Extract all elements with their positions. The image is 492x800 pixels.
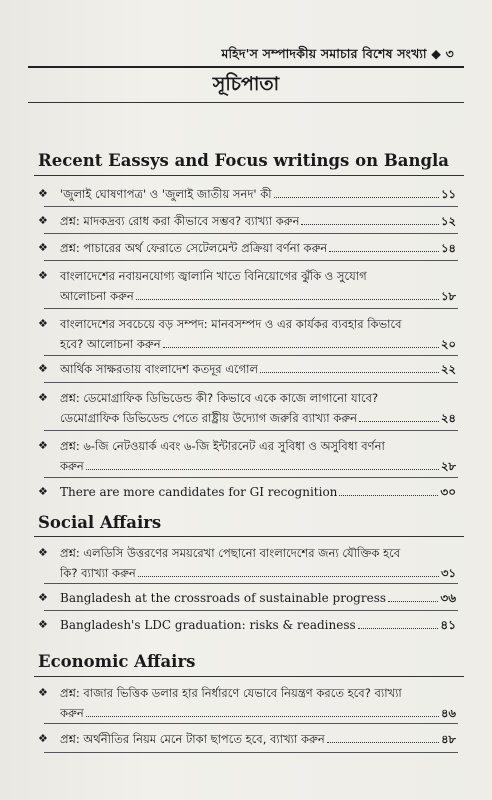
entry-page: ২০ [441, 337, 456, 351]
toc-entry[interactable] [38, 729, 456, 749]
section-heading-social-affairs: Social Affairs [38, 513, 162, 532]
entry-title-line1: প্রশ্ন: এলডিসি উত্তরণের সময়রেখা পেছানো বাংলাদেশের জন্য যৌক্তিক হবে [60, 546, 401, 560]
toc-entry[interactable] [38, 388, 456, 428]
leader-dots [86, 715, 439, 717]
diamond-bullet-icon: ❖ [38, 732, 48, 745]
entry-divider [44, 477, 458, 478]
entry-title: 'জুলাই ঘোষণাপত্র' ও 'জুলাই জাতীয় সনদ' কী [60, 187, 272, 201]
entry-page: ২৪ [441, 411, 456, 425]
diamond-bullet-icon: ❖ [38, 269, 48, 282]
entry-divider [44, 233, 458, 234]
diamond-bullet-icon: ❖ [38, 439, 48, 452]
entry-divider [44, 260, 458, 261]
leader-dots [339, 494, 438, 496]
entry-divider [44, 583, 458, 584]
diamond-bullet-icon: ❖ [38, 362, 48, 375]
entry-title: করুন [60, 706, 84, 720]
leader-dots [86, 468, 439, 470]
entry-title-line1: বাংলাদেশের নবায়নযোগ্য জ্বালানি খাতে বিনিয়োগের ঝুঁকি ও সুযোগ [60, 269, 367, 283]
diamond-bullet-icon: ❖ [38, 391, 48, 404]
toc-entry[interactable] [38, 359, 456, 379]
toc-entry[interactable] [38, 314, 456, 354]
toc-title: সূচিপাতা [212, 73, 280, 95]
entry-page: ২৮ [441, 459, 456, 473]
toc-entry[interactable] [38, 211, 456, 231]
section-rule [34, 175, 464, 176]
entry-page: ১৮ [441, 289, 456, 303]
toc-entry[interactable] [38, 588, 456, 608]
diamond-bullet-icon: ❖ [38, 546, 48, 559]
running-head: মহিদ'স সম্পাদকীয় সমাচার বিশেষ সংখ্যা ◆ ৩ [221, 46, 454, 61]
leader-dots [260, 371, 439, 373]
leader-dots [388, 600, 438, 602]
entry-page: ৩৬ [440, 591, 456, 605]
entry-title-line1: প্রশ্ন: বাজার ভিত্তিক ডলার হার নির্ধারণে যেভাবে নিয়ন্ত্রণ করতে হবে? ব্যাখ্যা [60, 686, 402, 700]
entry-divider [44, 610, 458, 611]
entry-page: ১১ [441, 187, 456, 201]
section-heading-economic-affairs: Economic Affairs [38, 652, 196, 671]
entry-title: প্রশ্ন: পাচারের অর্থ ফেরাতে সেটেলমেন্ট প্রক্রিয়া বর্ণনা করুন [60, 241, 328, 255]
diamond-bullet-icon: ❖ [38, 214, 48, 227]
leader-dots [329, 250, 439, 252]
entry-page: ৪৮ [441, 732, 456, 746]
diamond-bullet-icon: ❖ [38, 317, 48, 330]
entry-divider [44, 430, 458, 431]
diamond-bullet-icon: ❖ [38, 241, 48, 254]
entry-page: ৪১ [440, 618, 456, 632]
entry-title: প্রশ্ন: মাদকদ্রব্য রোধ করা কীভাবে সম্ভব? ব্যাখ্যা করুন [60, 214, 300, 228]
entry-title: হবে? আলোচনা করুন [60, 337, 161, 351]
leader-dots [138, 575, 439, 577]
toc-entry[interactable] [38, 436, 456, 476]
toc-entry[interactable] [38, 184, 456, 204]
entry-title-line1: বাংলাদেশের সবচেয়ে বড় সম্পদ: মানবসম্পদ ও এর কার্যকর ব্যবহার কিভাবে [60, 317, 402, 331]
entry-divider [44, 206, 458, 207]
toc-entry[interactable] [38, 266, 456, 306]
entry-title-line1: প্রশ্ন: ৬-জি নেটওয়ার্ক এবং ৬-জি ইন্টারনেট এর সুবিধা ও অসুবিধা বর্ণনা [60, 439, 385, 453]
entry-title: Bangladesh at the crossroads of sustainable progress [60, 591, 387, 605]
entry-page: ৪৬ [441, 706, 456, 720]
entry-page: ২২ [441, 362, 456, 376]
diamond-bullet-icon: ❖ [38, 485, 48, 498]
toc-entry[interactable] [38, 238, 456, 258]
toc-entry[interactable] [38, 482, 456, 502]
entry-title: Bangladesh's LDC graduation: risks & readiness [60, 618, 356, 632]
leader-dots [136, 298, 439, 300]
entry-title: ডেমোগ্রাফিক ডিভিডেন্ড পেতে রাষ্ট্রীয় উদ্যোগ জরুরি ব্যাখ্যা করুন [60, 411, 357, 425]
title-rule [28, 102, 464, 103]
leader-dots [274, 196, 440, 198]
diamond-bullet-icon: ❖ [38, 618, 48, 631]
leader-dots [359, 420, 439, 422]
entry-title: করুন [60, 459, 84, 473]
entry-title: কি? ব্যাখ্যা করুন [60, 566, 136, 580]
leader-dots [327, 741, 439, 743]
section-rule [34, 536, 464, 537]
entry-page: ১৪ [441, 241, 456, 255]
entry-divider [44, 382, 458, 383]
entry-divider [44, 355, 458, 356]
entry-divider [44, 308, 458, 309]
entry-title: There are more candidates for GI recognition [60, 485, 338, 499]
header-rule [28, 66, 464, 68]
entry-title: আলোচনা করুন [60, 289, 134, 303]
diamond-bullet-icon: ❖ [38, 591, 48, 604]
toc-entry[interactable] [38, 543, 456, 583]
entry-divider [44, 752, 458, 753]
leader-dots [358, 627, 439, 629]
diamond-bullet-icon: ❖ [38, 187, 48, 200]
entry-divider [44, 723, 458, 724]
toc-entry[interactable] [38, 683, 456, 723]
entry-page: ৩০ [440, 485, 456, 499]
section-rule [34, 676, 464, 677]
entry-title: আর্থিক সাক্ষরতায় বাংলাদেশ কতদূর এগোল [60, 362, 259, 376]
entry-title: প্রশ্ন: অর্থনীতির নিয়ম মেনে টাকা ছাপতে হবে, ব্যাখ্যা করুন [60, 732, 325, 746]
entry-page: ৩১ [441, 566, 456, 580]
diamond-bullet-icon: ❖ [38, 686, 48, 699]
toc-entry[interactable] [38, 615, 456, 635]
leader-dots [163, 346, 439, 348]
entry-page: ১২ [441, 214, 456, 228]
entry-title-line1: প্রশ্ন: ডেমোগ্রাফিক ডিভিডেন্ড কী? কিভাবে একে কাজে লাগানো যাবে? [60, 391, 379, 405]
leader-dots [301, 223, 439, 225]
section-heading-recent-essays: Recent Eassys and Focus writings on Bangla [38, 151, 449, 170]
